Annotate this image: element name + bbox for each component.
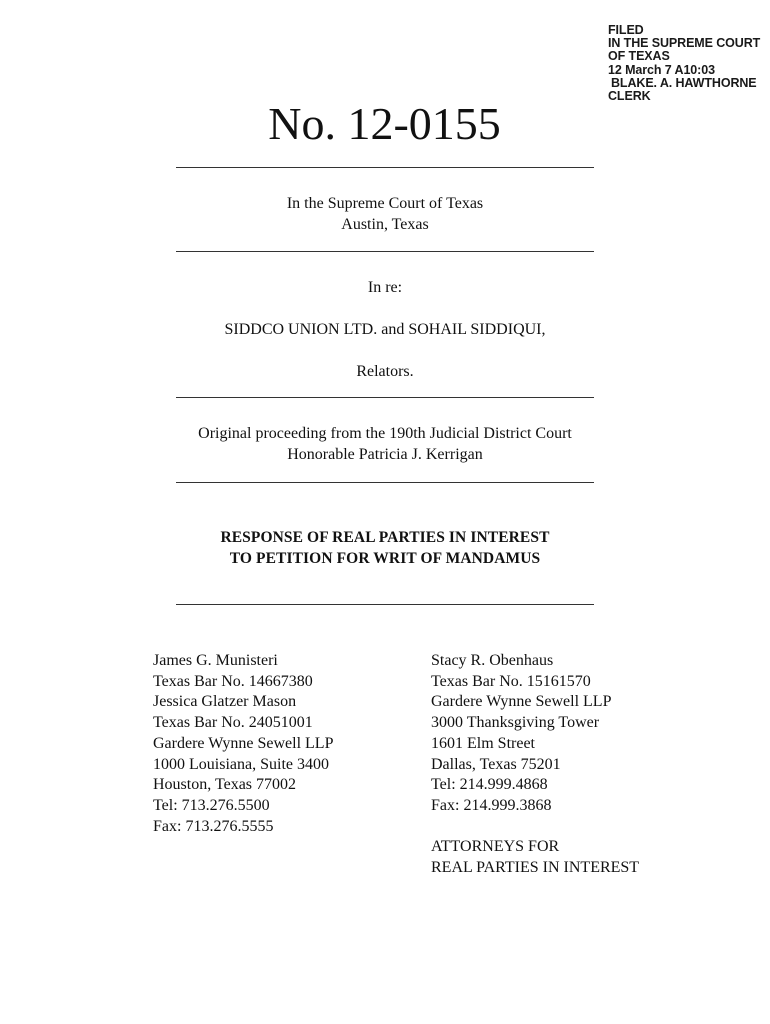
court-location: Austin, Texas <box>341 216 429 233</box>
proceeding-block <box>160 423 610 465</box>
counsel-line: 1601 Elm Street <box>431 734 535 752</box>
case-number <box>0 94 770 154</box>
attorneys-for-line1: ATTORNEYS FOR <box>431 838 560 856</box>
stamp-line: FILED <box>608 23 644 37</box>
counsel-line: Gardere Wynne Sewell LLP <box>153 734 334 752</box>
counsel-line: Texas Bar No. 14667380 <box>153 672 313 690</box>
attorneys-for-line2: REAL PARTIES IN INTEREST <box>431 859 640 877</box>
counsel-line: Tel: 214.999.4868 <box>431 776 548 794</box>
in-re-text: In re: <box>367 279 403 296</box>
spacer <box>431 817 639 838</box>
divider <box>176 397 594 398</box>
counsel-line: Houston, Texas 77002 <box>153 776 297 794</box>
document-title-line1: RESPONSE OF REAL PARTIES IN INTEREST <box>220 529 550 546</box>
proceeding-judge: Honorable Patricia J. Kerrigan <box>287 446 483 463</box>
relators-label <box>168 361 602 382</box>
document-title <box>168 527 602 569</box>
counsel-line: Fax: 713.276.5555 <box>153 817 274 835</box>
counsel-line: Texas Bar No. 15161570 <box>431 672 591 690</box>
case-number-text: No. 12-0155 <box>268 98 501 149</box>
stamp-line: OF TEXAS <box>608 49 670 64</box>
counsel-line: Tel: 713.276.5500 <box>153 796 270 814</box>
relators-label-text: Relators. <box>356 363 414 380</box>
relators-names <box>168 319 602 340</box>
counsel-line: Dallas, Texas 75201 <box>431 755 561 773</box>
filing-stamp <box>608 24 760 103</box>
document-title-line2: TO PETITION FOR WRIT OF MANDAMUS <box>229 550 541 567</box>
counsel-line: Texas Bar No. 24051001 <box>153 714 313 732</box>
divider <box>176 604 594 605</box>
counsel-line: James G. Munisteri <box>153 652 278 669</box>
stamp-line: IN THE SUPREME COURT <box>608 36 761 51</box>
proceeding-origin: Original proceeding from the 190th Judicial District Court <box>198 425 572 442</box>
counsel-line: Jessica Glatzer Mason <box>153 693 297 711</box>
divider <box>176 482 594 483</box>
court-name: In the Supreme Court of Texas <box>286 195 484 212</box>
counsel-line: Fax: 214.999.3868 <box>431 796 552 814</box>
counsel-line: Gardere Wynne Sewell LLP <box>431 693 612 711</box>
counsel-line: 3000 Thanksgiving Tower <box>431 714 600 732</box>
relators-text: SIDDCO UNION LTD. and SOHAIL SIDDIQUI, <box>224 321 546 338</box>
divider <box>176 167 594 168</box>
counsel-left <box>153 651 333 837</box>
in-re-label <box>168 277 602 298</box>
counsel-line: 1000 Louisiana, Suite 3400 <box>153 755 329 773</box>
stamp-line: BLAKE. A. HAWTHORNE <box>611 75 757 90</box>
counsel-right <box>431 651 639 879</box>
divider <box>176 251 594 252</box>
counsel-line: Stacy R. Obenhaus <box>431 652 554 669</box>
stamp-line: 12 March 7 A10:03 <box>608 62 715 77</box>
court-block <box>168 193 602 235</box>
stamp-line: CLERK <box>608 89 651 104</box>
